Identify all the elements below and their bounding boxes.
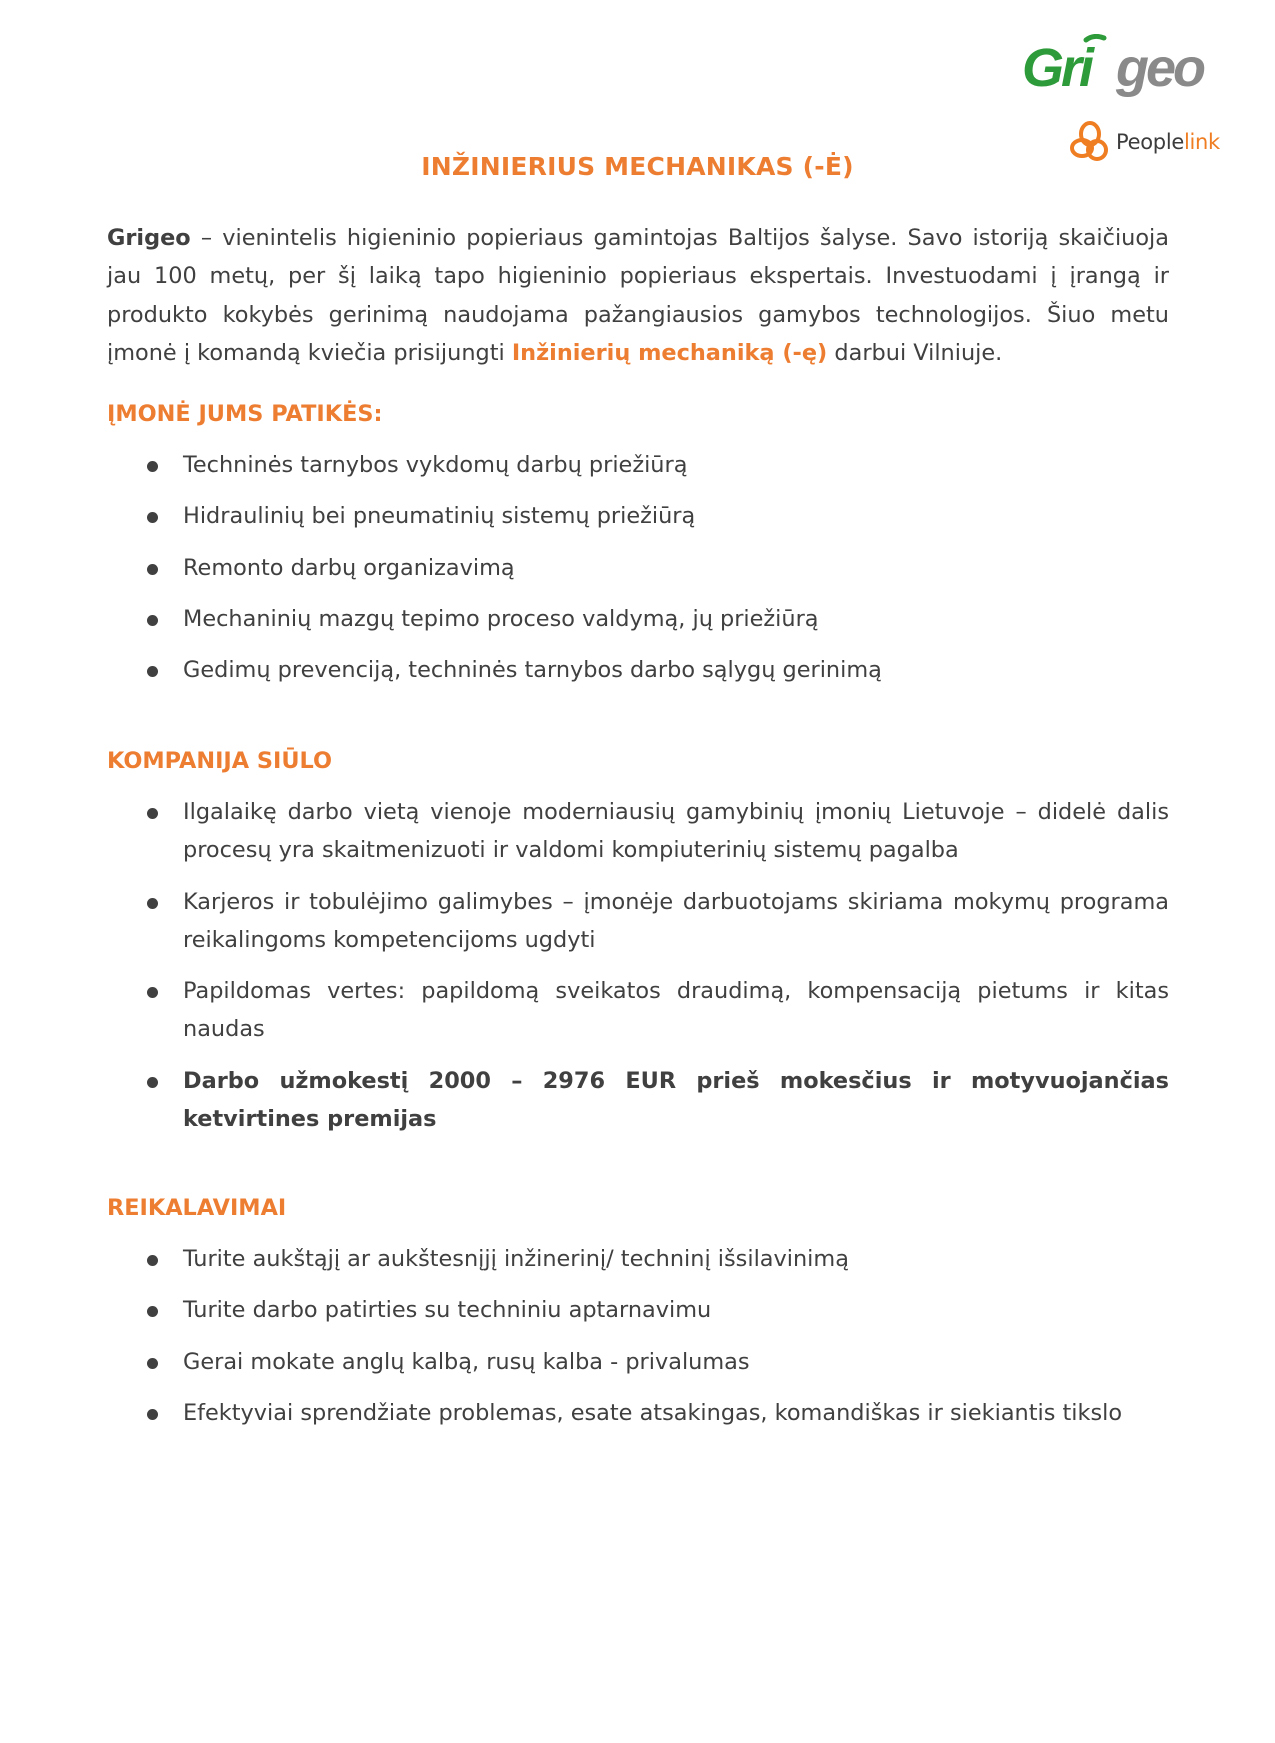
bullet-icon [147,1409,158,1420]
list-item: Ilgalaikę darbo vietą vienoje moderniausių gamybinių įmonių Lietuvoje – didelė dalis procesų yra skaitmenizuoti ir valdomi kompiuterinių sistemų pagalba [107,793,1169,870]
bullet-icon [147,461,158,472]
svg-text:geo: geo [1116,38,1204,98]
section-heading-responsibilities: ĮMONĖ JUMS PATIKĖS: [107,401,383,427]
section-heading-requirements: REIKALAVIMAI [107,1195,287,1221]
list-item: Mechaninių mazgų tepimo proceso valdymą, jų priežiūrą [107,600,1169,638]
peoplelink-wordmark: Peoplelink [1116,130,1220,154]
intro-position: Inžinierių mechaniką (-ę) [511,339,828,366]
bullet-icon [147,564,158,575]
bullet-icon [147,987,158,998]
list-item: Remonto darbų organizavimą [107,549,1169,587]
bullet-icon [147,512,158,523]
list-item: Turite darbo patirties su techniniu aptarnavimu [107,1291,1169,1329]
responsibilities-list [107,446,1169,689]
salary-text: Darbo užmokestį 2000 – 2976 EUR prieš mokesčius ir motyvuojančias ketvirtines premijas [183,1067,1169,1133]
intro-text-before: – vienintelis higieninio popieriaus gamintojas Baltijos šalyse. Savo istoriją skaičiuoja jau 100 metų, per šį laiką tapo higieninio popieriaus ekspertais. Investuodami į įrangą ir produkto kokybės gerinimą naudojama pažangiausios gamybos technologijos. Šiuo metu įmonė į komandą kviečia prisijungti [107,225,1169,366]
intro-brand: Grigeo [107,225,191,251]
requirements-list [107,1240,1169,1432]
list-item: Karjeros ir tobulėjimo galimybes – įmonėje darbuotojams skiriama mokymų programa reikalingoms kompetencijoms ugdyti [107,883,1169,960]
page-title: INŽINIERIUS MECHANIKAS (-Ė) [421,152,854,181]
grigeo-logo [1022,34,1262,114]
section-heading-offer: KOMPANIJA SIŪLO [107,748,333,774]
list-item [107,1062,1169,1139]
list-item: Gerai mokate anglų kalbą, rusų kalba - privalumas [107,1343,1169,1381]
list-item: Efektyviai sprendžiate problemas, esate atsakingas, komandiškas ir siekiantis tikslo [107,1394,1169,1432]
bullet-icon [147,666,158,677]
intro-paragraph [107,219,1169,372]
bullet-icon [147,898,158,909]
bullet-icon [147,1255,158,1266]
bullet-icon [147,1306,158,1317]
list-item: Turite aukštąjį ar aukštesnįjį inžinerinį/ techninį išsilavinimą [107,1240,1169,1278]
list-item: Hidraulinių bei pneumatinių sistemų priežiūrą [107,497,1169,535]
bullet-icon [147,1077,158,1088]
list-item: Techninės tarnybos vykdomų darbų priežiūrą [107,446,1169,484]
bullet-icon [147,1358,158,1369]
list-item: Papildomas vertes: papildomą sveikatos draudimą, kompensaciją pietums ir kitas naudas [107,972,1169,1049]
grigeo-logo-graphic [1022,34,1262,114]
bullet-icon [147,808,158,819]
svg-text:Gri: Gri [1022,38,1092,98]
bullet-icon [147,615,158,626]
offer-list [107,793,1169,1138]
intro-text-after: darbui Vilniuje. [827,339,1003,366]
list-item: Gedimų prevenciją, techninės tarnybos darbo sąlygų gerinimą [107,651,1169,689]
